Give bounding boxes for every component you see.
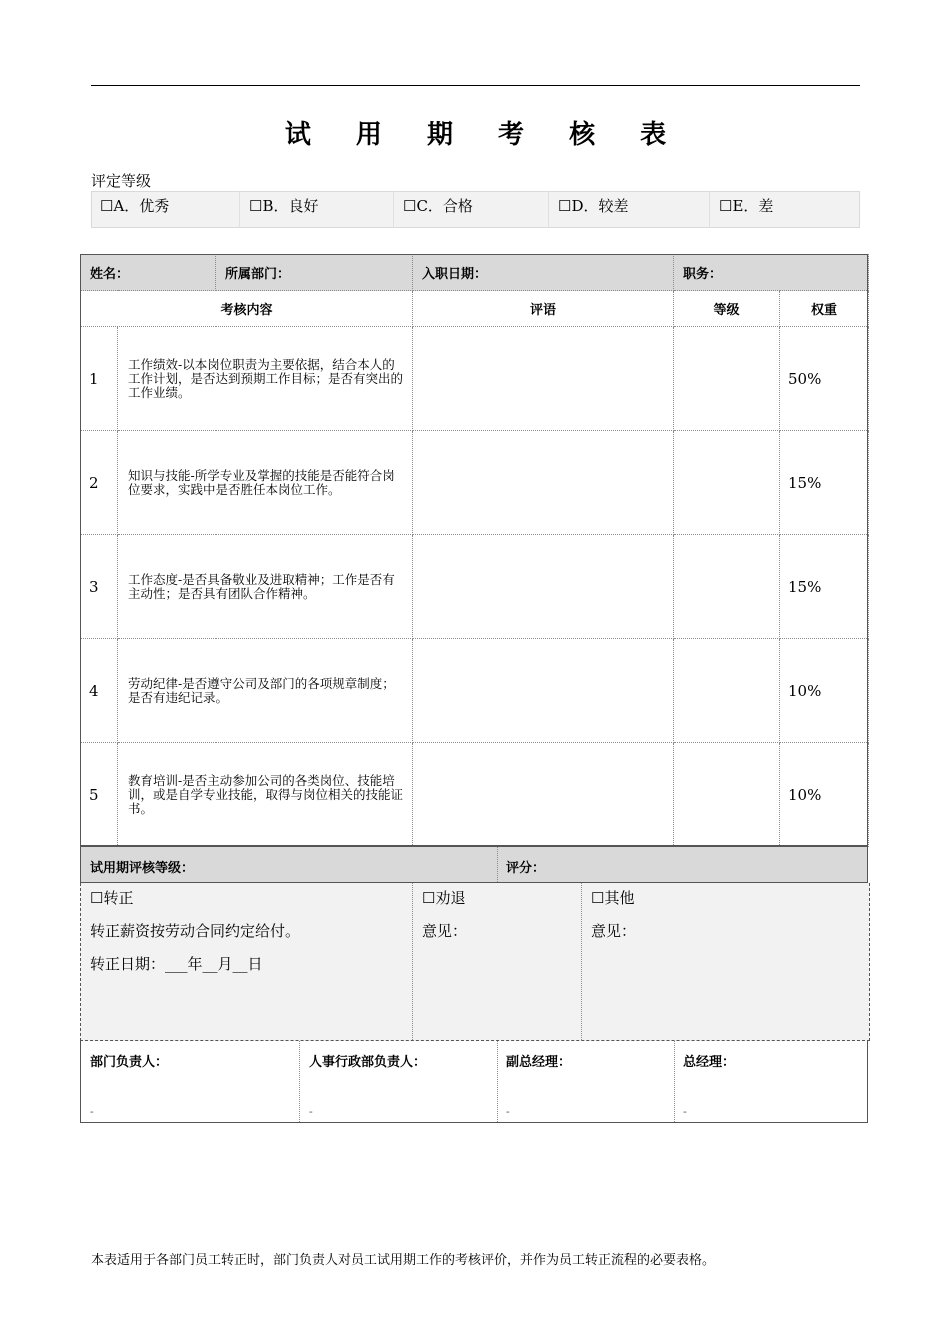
- item-weight: 15%: [780, 431, 869, 535]
- signature-dash: -: [683, 1105, 687, 1118]
- confirm-date[interactable]: 转正日期：___年__月__日: [90, 955, 263, 973]
- eval-divider: [497, 847, 498, 882]
- table-row: [81, 535, 869, 639]
- assessment-table: [80, 254, 869, 847]
- table-row: [81, 639, 869, 743]
- comment-cell[interactable]: [413, 743, 674, 847]
- top-rule: [91, 85, 860, 86]
- dismiss-checkbox[interactable]: ☐劝退: [422, 889, 466, 907]
- comment-cell[interactable]: [413, 535, 674, 639]
- item-weight: 10%: [780, 743, 869, 847]
- decision-divider: [412, 883, 413, 1040]
- signature-divider: [299, 1041, 300, 1122]
- name-field[interactable]: 姓名：: [81, 255, 216, 291]
- signature-dash: -: [506, 1105, 510, 1118]
- item-description: 劳动纪律-是否遵守公司及部门的各项规章制度；是否有违纪记录。: [118, 639, 413, 743]
- dismiss-opinion[interactable]: 意见：: [422, 922, 468, 940]
- confirm-checkbox[interactable]: ☐转正: [90, 889, 134, 907]
- info-header-row: [81, 255, 869, 291]
- item-description: 工作态度-是否具备敬业及进取精神；工作是否有主动性；是否具有团队合作精神。: [118, 535, 413, 639]
- dept-field[interactable]: 所属部门：: [216, 255, 413, 291]
- table-row: [81, 431, 869, 535]
- grade-divider: [393, 191, 394, 228]
- decision-section: [80, 883, 870, 1041]
- other-opinion[interactable]: 意见：: [591, 922, 637, 940]
- col-comment: 评语: [413, 291, 674, 327]
- item-number: 2: [81, 431, 118, 535]
- col-content: 考核内容: [81, 291, 413, 327]
- eval-level-label: 试用期评核等级：: [90, 861, 195, 876]
- page-title: 试 用 期 考 核 表: [284, 120, 685, 150]
- grade-divider: [548, 191, 549, 228]
- grade-option-d[interactable]: ☐D．较差: [558, 197, 629, 215]
- confirm-note: 转正薪资按劳动合同约定给付。: [90, 922, 301, 940]
- signature-section: [80, 1041, 868, 1123]
- item-weight: 15%: [780, 535, 869, 639]
- grade-option-b[interactable]: ☐B．良好: [249, 197, 319, 215]
- level-cell[interactable]: [674, 743, 780, 847]
- table-row: [81, 743, 869, 847]
- column-header-row: [81, 291, 869, 327]
- grade-option-c[interactable]: ☐C．合格: [403, 197, 473, 215]
- signature-dash: -: [309, 1105, 313, 1118]
- level-cell[interactable]: [674, 535, 780, 639]
- item-weight: 10%: [780, 639, 869, 743]
- item-description: 工作绩效-以本岗位职责为主要依据，结合本人的工作计划，是否达到预期工作目标；是否有突出的工作业绩。: [118, 327, 413, 431]
- level-cell[interactable]: [674, 639, 780, 743]
- grade-divider: [709, 191, 710, 228]
- level-cell[interactable]: [674, 327, 780, 431]
- grade-label: 评定等级: [91, 172, 152, 190]
- signature-dash: -: [90, 1105, 94, 1118]
- item-number: 4: [81, 639, 118, 743]
- evaluation-bar: [80, 846, 868, 883]
- signature-divider: [674, 1041, 675, 1122]
- item-number: 3: [81, 535, 118, 639]
- join-date-field[interactable]: 入职日期：: [413, 255, 674, 291]
- dept-head-signature[interactable]: 部门负责人：: [90, 1055, 169, 1070]
- grade-option-e[interactable]: ☐E．差: [719, 197, 774, 215]
- comment-cell[interactable]: [413, 431, 674, 535]
- table-row: [81, 327, 869, 431]
- decision-divider: [581, 883, 582, 1040]
- gm-signature[interactable]: 总经理：: [683, 1055, 736, 1070]
- grade-divider: [239, 191, 240, 228]
- col-level: 等级: [674, 291, 780, 327]
- item-description: 知识与技能-所学专业及掌握的技能是否能符合岗位要求，实践中是否胜任本岗位工作。: [118, 431, 413, 535]
- comment-cell[interactable]: [413, 639, 674, 743]
- position-field[interactable]: 职务：: [674, 255, 869, 291]
- item-weight: 50%: [780, 327, 869, 431]
- hr-head-signature[interactable]: 人事行政部负责人：: [309, 1055, 427, 1070]
- eval-score-label[interactable]: 评分：: [506, 861, 546, 876]
- item-description: 教育培训-是否主动参加公司的各类岗位、技能培训，或是自学专业技能，取得与岗位相关的技能证书。: [118, 743, 413, 847]
- item-number: 5: [81, 743, 118, 847]
- vp-signature[interactable]: 副总经理：: [506, 1055, 572, 1070]
- signature-divider: [497, 1041, 498, 1122]
- footnote: 本表适用于各部门员工转正时，部门负责人对员工试用期工作的考核评价，并作为员工转正流程的必要表格。: [91, 1253, 716, 1268]
- comment-cell[interactable]: [413, 327, 674, 431]
- other-checkbox[interactable]: ☐其他: [591, 889, 635, 907]
- item-number: 1: [81, 327, 118, 431]
- col-weight: 权重: [780, 291, 869, 327]
- level-cell[interactable]: [674, 431, 780, 535]
- grade-option-a[interactable]: ☐A．优秀: [100, 197, 170, 215]
